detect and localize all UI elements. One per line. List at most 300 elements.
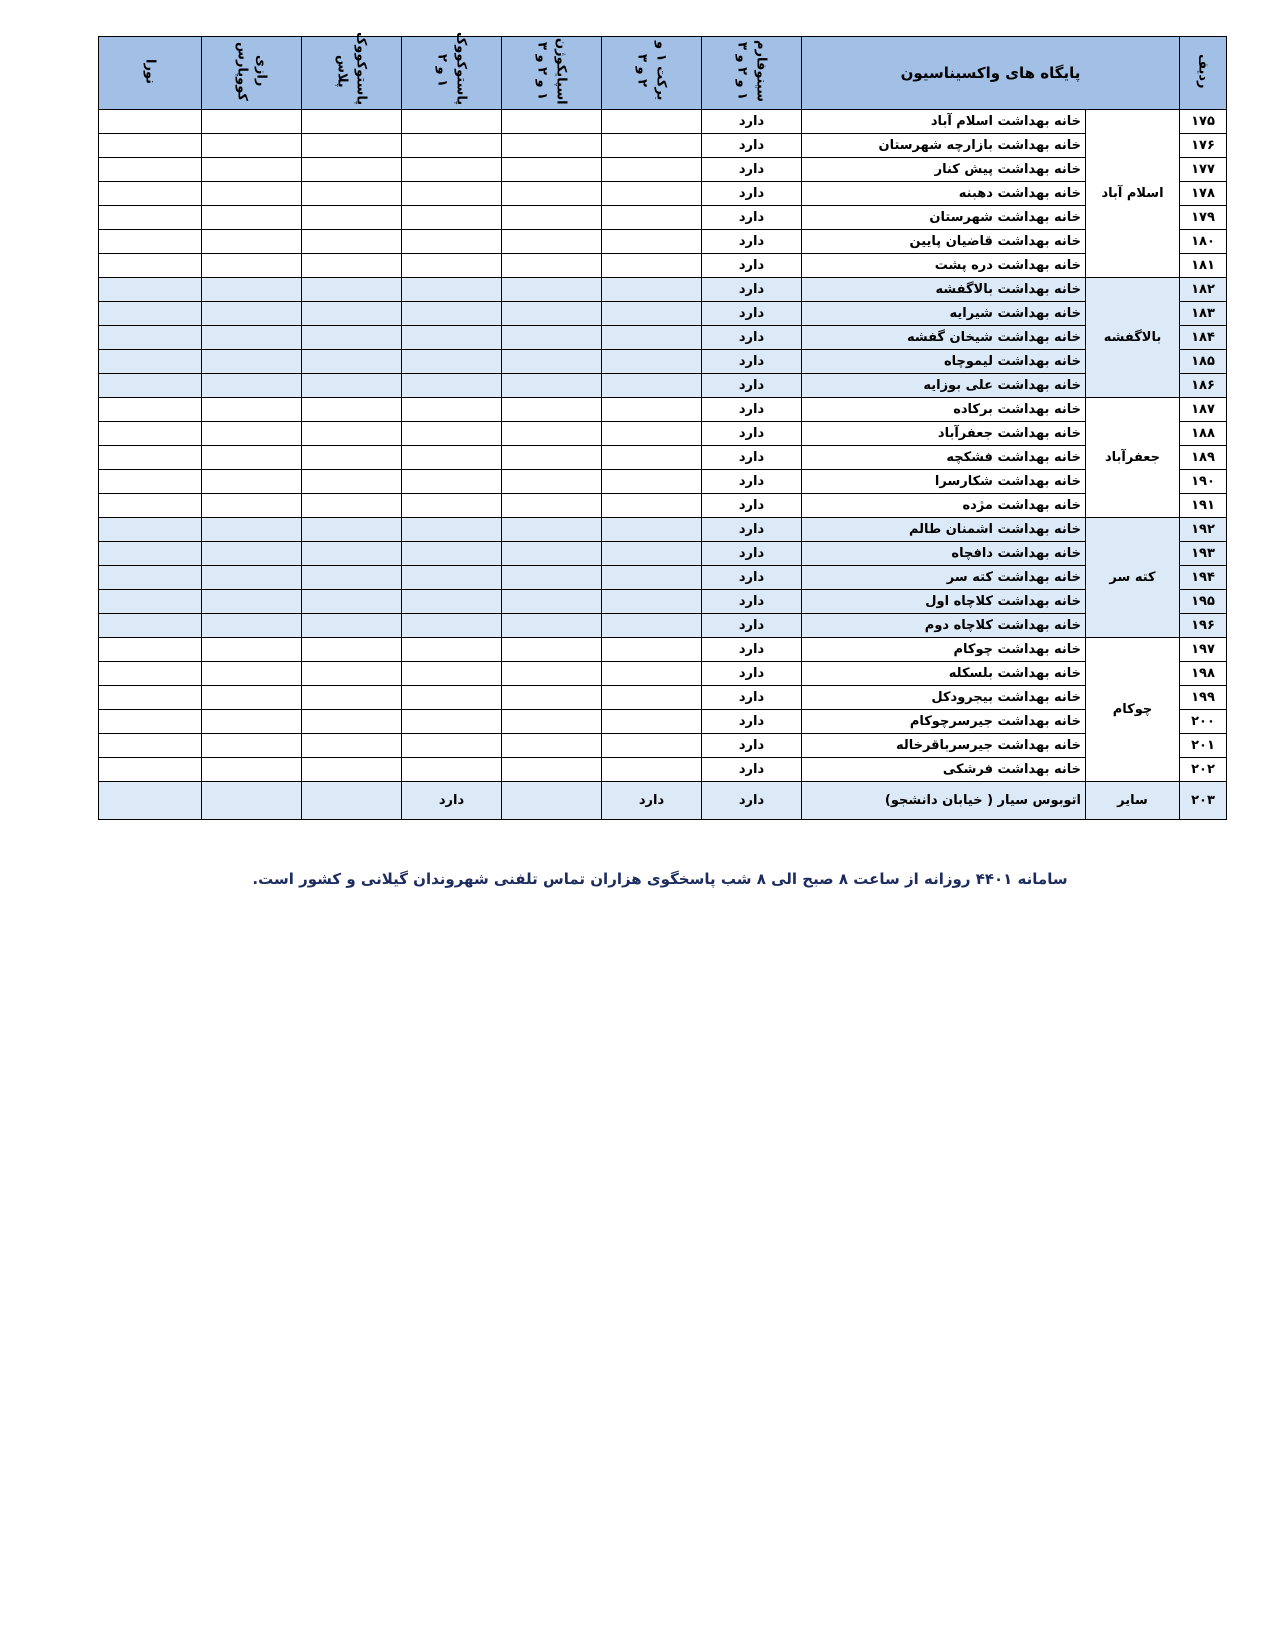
table-row	[99, 470, 1227, 494]
row-number-cell: ۱۹۹	[1180, 686, 1227, 710]
barekat-availability-cell	[602, 734, 702, 758]
razi-cov-pars-availability-cell	[202, 446, 302, 470]
pastocovac-availability-cell	[402, 350, 502, 374]
pastocovac-availability-cell	[402, 758, 502, 782]
noora-availability-cell	[99, 590, 202, 614]
sinopharm-availability-cell: دارد	[702, 590, 802, 614]
barekat-availability-cell	[602, 542, 702, 566]
barekat-availability-cell	[602, 518, 702, 542]
header-noora: نورا	[99, 37, 202, 110]
spikogen-availability-cell	[502, 686, 602, 710]
noora-availability-cell	[99, 446, 202, 470]
barekat-availability-cell	[602, 374, 702, 398]
spikogen-availability-cell	[502, 134, 602, 158]
pastocovac-plus-availability-cell	[302, 374, 402, 398]
table-row	[99, 206, 1227, 230]
sinopharm-availability-cell: دارد	[702, 422, 802, 446]
sinopharm-availability-cell: دارد	[702, 182, 802, 206]
razi-cov-pars-availability-cell	[202, 518, 302, 542]
header-pastocovac-plus: پاستوکووک پلاس	[302, 37, 402, 110]
barekat-availability-cell	[602, 470, 702, 494]
razi-cov-pars-availability-cell	[202, 278, 302, 302]
table-row	[99, 158, 1227, 182]
region-cell: اسلام آباد	[1086, 110, 1180, 278]
sinopharm-availability-cell: دارد	[702, 254, 802, 278]
barekat-availability-cell	[602, 662, 702, 686]
sinopharm-availability-cell: دارد	[702, 158, 802, 182]
site-name-cell: خانه بهداشت بیجرودکل	[802, 686, 1086, 710]
pastocovac-availability-cell	[402, 494, 502, 518]
spikogen-availability-cell	[502, 254, 602, 278]
row-number-cell: ۱۸۴	[1180, 326, 1227, 350]
vaccination-sites-table	[98, 31, 1227, 820]
pastocovac-availability-cell	[402, 686, 502, 710]
pastocovac-plus-availability-cell	[302, 710, 402, 734]
table-row	[99, 686, 1227, 710]
razi-cov-pars-availability-cell	[202, 182, 302, 206]
sinopharm-availability-cell: دارد	[702, 662, 802, 686]
row-number-cell: ۱۹۳	[1180, 542, 1227, 566]
header-vaccination-sites: پایگاه های واکسیناسیون	[802, 37, 1180, 110]
row-number-cell: ۱۷۹	[1180, 206, 1227, 230]
pastocovac-availability-cell	[402, 134, 502, 158]
barekat-availability-cell	[602, 446, 702, 470]
site-name-cell: خانه بهداشت دره پشت	[802, 254, 1086, 278]
barekat-availability-cell	[602, 398, 702, 422]
pastocovac-plus-availability-cell	[302, 782, 402, 820]
barekat-availability-cell	[602, 686, 702, 710]
sinopharm-availability-cell: دارد	[702, 374, 802, 398]
pastocovac-plus-availability-cell	[302, 182, 402, 206]
razi-cov-pars-availability-cell	[202, 326, 302, 350]
row-number-cell: ۱۸۲	[1180, 278, 1227, 302]
row-number-cell: ۱۹۰	[1180, 470, 1227, 494]
sinopharm-availability-cell: دارد	[702, 494, 802, 518]
razi-cov-pars-availability-cell	[202, 398, 302, 422]
site-name-cell: خانه بهداشت شکارسرا	[802, 470, 1086, 494]
header-barekat: برکت ۱ و ۲ و ۳	[602, 37, 702, 110]
spikogen-availability-cell	[502, 542, 602, 566]
pastocovac-availability-cell	[402, 734, 502, 758]
noora-availability-cell	[99, 278, 202, 302]
noora-availability-cell	[99, 758, 202, 782]
row-number-cell: ۱۹۶	[1180, 614, 1227, 638]
spikogen-availability-cell	[502, 206, 602, 230]
barekat-availability-cell	[602, 206, 702, 230]
razi-cov-pars-availability-cell	[202, 782, 302, 820]
pastocovac-plus-availability-cell	[302, 614, 402, 638]
noora-availability-cell	[99, 230, 202, 254]
sinopharm-availability-cell: دارد	[702, 710, 802, 734]
noora-availability-cell	[99, 518, 202, 542]
sinopharm-availability-cell: دارد	[702, 542, 802, 566]
barekat-availability-cell	[602, 614, 702, 638]
sinopharm-availability-cell: دارد	[702, 470, 802, 494]
razi-cov-pars-availability-cell	[202, 470, 302, 494]
table-row	[99, 446, 1227, 470]
row-number-cell: ۱۷۸	[1180, 182, 1227, 206]
table-header-row	[99, 37, 1227, 110]
table-row	[99, 350, 1227, 374]
sinopharm-availability-cell: دارد	[702, 614, 802, 638]
row-number-cell: ۱۸۱	[1180, 254, 1227, 278]
site-name-cell: خانه بهداشت کلاچاه دوم	[802, 614, 1086, 638]
site-name-cell: خانه بهداشت دهبنه	[802, 182, 1086, 206]
row-number-cell: ۱۸۶	[1180, 374, 1227, 398]
razi-cov-pars-availability-cell	[202, 686, 302, 710]
noora-availability-cell	[99, 326, 202, 350]
spikogen-availability-cell	[502, 590, 602, 614]
pastocovac-availability-cell	[402, 302, 502, 326]
barekat-availability-cell	[602, 422, 702, 446]
barekat-availability-cell	[602, 302, 702, 326]
spikogen-availability-cell	[502, 398, 602, 422]
pastocovac-availability-cell	[402, 638, 502, 662]
pastocovac-plus-availability-cell	[302, 542, 402, 566]
pastocovac-plus-availability-cell	[302, 110, 402, 134]
razi-cov-pars-availability-cell	[202, 638, 302, 662]
header-razi-cov-pars: رازی کووپارس	[202, 37, 302, 110]
spikogen-availability-cell	[502, 614, 602, 638]
sinopharm-availability-cell: دارد	[702, 230, 802, 254]
razi-cov-pars-availability-cell	[202, 350, 302, 374]
noora-availability-cell	[99, 542, 202, 566]
site-name-cell: خانه بهداشت بالاگفشه	[802, 278, 1086, 302]
sinopharm-availability-cell: دارد	[702, 638, 802, 662]
site-name-cell: خانه بهداشت قاضیان پایین	[802, 230, 1086, 254]
noora-availability-cell	[99, 206, 202, 230]
sinopharm-availability-cell: دارد	[702, 782, 802, 820]
site-name-cell: خانه بهداشت علی بوزایه	[802, 374, 1086, 398]
row-number-cell: ۱۷۷	[1180, 158, 1227, 182]
pastocovac-plus-availability-cell	[302, 302, 402, 326]
table-row	[99, 734, 1227, 758]
noora-availability-cell	[99, 110, 202, 134]
sinopharm-availability-cell: دارد	[702, 734, 802, 758]
noora-availability-cell	[99, 686, 202, 710]
site-name-cell: خانه بهداشت اسلام آباد	[802, 110, 1086, 134]
pastocovac-availability-cell	[402, 518, 502, 542]
header-pastocovac: پاستوکووک ۱ و ۲	[402, 37, 502, 110]
region-cell: چوکام	[1086, 638, 1180, 782]
row-number-cell: ۱۸۸	[1180, 422, 1227, 446]
site-name-cell: خانه بهداشت جیرسرباقرخاله	[802, 734, 1086, 758]
spikogen-availability-cell	[502, 110, 602, 134]
table-row	[99, 230, 1227, 254]
sinopharm-availability-cell: دارد	[702, 758, 802, 782]
razi-cov-pars-availability-cell	[202, 254, 302, 278]
row-number-cell: ۱۷۵	[1180, 110, 1227, 134]
noora-availability-cell	[99, 182, 202, 206]
region-cell: بالاگفشه	[1086, 278, 1180, 398]
sinopharm-availability-cell: دارد	[702, 110, 802, 134]
table-body	[99, 110, 1227, 820]
barekat-availability-cell	[602, 638, 702, 662]
noora-availability-cell	[99, 782, 202, 820]
table-row	[99, 278, 1227, 302]
noora-availability-cell	[99, 302, 202, 326]
table-row	[99, 662, 1227, 686]
noora-availability-cell	[99, 470, 202, 494]
pastocovac-availability-cell: دارد	[402, 782, 502, 820]
pastocovac-plus-availability-cell	[302, 590, 402, 614]
pastocovac-plus-availability-cell	[302, 734, 402, 758]
pastocovac-plus-availability-cell	[302, 758, 402, 782]
site-name-cell: خانه بهداشت جیرسرچوکام	[802, 710, 1086, 734]
site-name-cell: خانه بهداشت اشمنان طالم	[802, 518, 1086, 542]
pastocovac-plus-availability-cell	[302, 518, 402, 542]
table-row	[99, 782, 1227, 820]
noora-availability-cell	[99, 134, 202, 158]
row-number-cell: ۲۰۳	[1180, 782, 1227, 820]
pastocovac-availability-cell	[402, 398, 502, 422]
row-number-cell: ۱۹۵	[1180, 590, 1227, 614]
razi-cov-pars-availability-cell	[202, 158, 302, 182]
razi-cov-pars-availability-cell	[202, 494, 302, 518]
spikogen-availability-cell	[502, 278, 602, 302]
barekat-availability-cell	[602, 110, 702, 134]
row-number-cell: ۱۹۲	[1180, 518, 1227, 542]
spikogen-availability-cell	[502, 494, 602, 518]
sinopharm-availability-cell: دارد	[702, 518, 802, 542]
pastocovac-availability-cell	[402, 662, 502, 686]
table-row	[99, 758, 1227, 782]
barekat-availability-cell	[602, 230, 702, 254]
site-name-cell: خانه بهداشت لیموچاه	[802, 350, 1086, 374]
pastocovac-availability-cell	[402, 278, 502, 302]
noora-availability-cell	[99, 494, 202, 518]
spikogen-availability-cell	[502, 374, 602, 398]
site-name-cell: خانه بهداشت شهرستان	[802, 206, 1086, 230]
noora-availability-cell	[99, 398, 202, 422]
pastocovac-availability-cell	[402, 326, 502, 350]
pastocovac-plus-availability-cell	[302, 230, 402, 254]
table-row	[99, 398, 1227, 422]
razi-cov-pars-availability-cell	[202, 110, 302, 134]
barekat-availability-cell	[602, 494, 702, 518]
pastocovac-plus-availability-cell	[302, 686, 402, 710]
table-row	[99, 566, 1227, 590]
pastocovac-availability-cell	[402, 158, 502, 182]
noora-availability-cell	[99, 734, 202, 758]
header-spikogen: اسپایکوژن ۱ و ۲ و ۳	[502, 37, 602, 110]
pastocovac-plus-availability-cell	[302, 566, 402, 590]
spikogen-availability-cell	[502, 158, 602, 182]
pastocovac-availability-cell	[402, 470, 502, 494]
region-cell: سایر	[1086, 782, 1180, 820]
razi-cov-pars-availability-cell	[202, 566, 302, 590]
razi-cov-pars-availability-cell	[202, 614, 302, 638]
pastocovac-availability-cell	[402, 446, 502, 470]
barekat-availability-cell	[602, 590, 702, 614]
site-name-cell: خانه بهداشت مژده	[802, 494, 1086, 518]
site-name-cell: اتوبوس سیار ( خیابان دانشجو)	[802, 782, 1086, 820]
pastocovac-availability-cell	[402, 254, 502, 278]
row-number-cell: ۲۰۲	[1180, 758, 1227, 782]
table-row	[99, 110, 1227, 134]
spikogen-availability-cell	[502, 350, 602, 374]
pastocovac-plus-availability-cell	[302, 278, 402, 302]
site-name-cell: خانه بهداشت کلاچاه اول	[802, 590, 1086, 614]
spikogen-availability-cell	[502, 734, 602, 758]
barekat-availability-cell	[602, 350, 702, 374]
table-row	[99, 494, 1227, 518]
spikogen-availability-cell	[502, 638, 602, 662]
sinopharm-availability-cell: دارد	[702, 446, 802, 470]
row-number-cell: ۱۷۶	[1180, 134, 1227, 158]
site-name-cell: خانه بهداشت فشکچه	[802, 446, 1086, 470]
sinopharm-availability-cell: دارد	[702, 134, 802, 158]
site-name-cell: خانه بهداشت فرشکی	[802, 758, 1086, 782]
pastocovac-plus-availability-cell	[302, 398, 402, 422]
row-number-cell: ۱۸۵	[1180, 350, 1227, 374]
site-name-cell: خانه بهداشت شیرایه	[802, 302, 1086, 326]
pastocovac-availability-cell	[402, 566, 502, 590]
table-row	[99, 326, 1227, 350]
razi-cov-pars-availability-cell	[202, 590, 302, 614]
pastocovac-availability-cell	[402, 110, 502, 134]
spikogen-availability-cell	[502, 782, 602, 820]
noora-availability-cell	[99, 710, 202, 734]
spikogen-availability-cell	[502, 758, 602, 782]
region-cell: کته سر	[1086, 518, 1180, 638]
pastocovac-availability-cell	[402, 206, 502, 230]
row-number-cell: ۱۹۴	[1180, 566, 1227, 590]
noora-availability-cell	[99, 638, 202, 662]
site-name-cell: خانه بهداشت دافچاه	[802, 542, 1086, 566]
pastocovac-plus-availability-cell	[302, 494, 402, 518]
spikogen-availability-cell	[502, 230, 602, 254]
row-number-cell: ۱۹۱	[1180, 494, 1227, 518]
row-number-cell: ۲۰۰	[1180, 710, 1227, 734]
noora-availability-cell	[99, 566, 202, 590]
pastocovac-availability-cell	[402, 230, 502, 254]
table-row	[99, 542, 1227, 566]
barekat-availability-cell: دارد	[602, 782, 702, 820]
noora-availability-cell	[99, 350, 202, 374]
noora-availability-cell	[99, 254, 202, 278]
razi-cov-pars-availability-cell	[202, 734, 302, 758]
row-number-cell: ۱۸۷	[1180, 398, 1227, 422]
header-row-number: ردیف	[1180, 37, 1227, 110]
spikogen-availability-cell	[502, 422, 602, 446]
razi-cov-pars-availability-cell	[202, 134, 302, 158]
site-name-cell: خانه بهداشت شیخان گفشه	[802, 326, 1086, 350]
site-name-cell: خانه بهداشت چوکام	[802, 638, 1086, 662]
table-row	[99, 302, 1227, 326]
razi-cov-pars-availability-cell	[202, 662, 302, 686]
sinopharm-availability-cell: دارد	[702, 206, 802, 230]
row-number-cell: ۱۸۹	[1180, 446, 1227, 470]
sinopharm-availability-cell: دارد	[702, 350, 802, 374]
sinopharm-availability-cell: دارد	[702, 302, 802, 326]
site-name-cell: خانه بهداشت بازارچه شهرستان	[802, 134, 1086, 158]
barekat-availability-cell	[602, 278, 702, 302]
razi-cov-pars-availability-cell	[202, 710, 302, 734]
pastocovac-availability-cell	[402, 614, 502, 638]
pastocovac-plus-availability-cell	[302, 662, 402, 686]
row-number-cell: ۲۰۱	[1180, 734, 1227, 758]
razi-cov-pars-availability-cell	[202, 230, 302, 254]
spikogen-availability-cell	[502, 446, 602, 470]
table-row	[99, 254, 1227, 278]
sinopharm-availability-cell: دارد	[702, 326, 802, 350]
razi-cov-pars-availability-cell	[202, 758, 302, 782]
barekat-availability-cell	[602, 710, 702, 734]
sinopharm-availability-cell: دارد	[702, 278, 802, 302]
row-number-cell: ۱۸۰	[1180, 230, 1227, 254]
site-name-cell: خانه بهداشت پیش کنار	[802, 158, 1086, 182]
razi-cov-pars-availability-cell	[202, 302, 302, 326]
barekat-availability-cell	[602, 254, 702, 278]
pastocovac-availability-cell	[402, 590, 502, 614]
pastocovac-plus-availability-cell	[302, 254, 402, 278]
spikogen-availability-cell	[502, 182, 602, 206]
razi-cov-pars-availability-cell	[202, 374, 302, 398]
barekat-availability-cell	[602, 182, 702, 206]
footer-note: سامانه ۴۴۰۱ روزانه از ساعت ۸ صبح الی ۸ شب پاسخگوی هزاران تماس تلفنی شهروندان گیلانی و کشور است.	[252, 870, 1068, 888]
sinopharm-availability-cell: دارد	[702, 398, 802, 422]
table-row	[99, 614, 1227, 638]
barekat-availability-cell	[602, 326, 702, 350]
row-number-cell: ۱۹۷	[1180, 638, 1227, 662]
sinopharm-availability-cell: دارد	[702, 686, 802, 710]
spikogen-availability-cell	[502, 518, 602, 542]
pastocovac-availability-cell	[402, 374, 502, 398]
pastocovac-plus-availability-cell	[302, 158, 402, 182]
site-name-cell: خانه بهداشت بلسکله	[802, 662, 1086, 686]
razi-cov-pars-availability-cell	[202, 206, 302, 230]
pastocovac-plus-availability-cell	[302, 206, 402, 230]
barekat-availability-cell	[602, 158, 702, 182]
spikogen-availability-cell	[502, 662, 602, 686]
table-row	[99, 422, 1227, 446]
table-row	[99, 182, 1227, 206]
pastocovac-plus-availability-cell	[302, 446, 402, 470]
barekat-availability-cell	[602, 758, 702, 782]
spikogen-availability-cell	[502, 710, 602, 734]
site-name-cell: خانه بهداشت کته سر	[802, 566, 1086, 590]
noora-availability-cell	[99, 158, 202, 182]
spikogen-availability-cell	[502, 302, 602, 326]
site-name-cell: خانه بهداشت جعفرآباد	[802, 422, 1086, 446]
barekat-availability-cell	[602, 134, 702, 158]
site-name-cell: خانه بهداشت برکاده	[802, 398, 1086, 422]
pastocovac-availability-cell	[402, 542, 502, 566]
table-row	[99, 134, 1227, 158]
noora-availability-cell	[99, 422, 202, 446]
noora-availability-cell	[99, 662, 202, 686]
razi-cov-pars-availability-cell	[202, 542, 302, 566]
pastocovac-availability-cell	[402, 422, 502, 446]
razi-cov-pars-availability-cell	[202, 422, 302, 446]
row-number-cell: ۱۹۸	[1180, 662, 1227, 686]
pastocovac-plus-availability-cell	[302, 422, 402, 446]
pastocovac-plus-availability-cell	[302, 326, 402, 350]
pastocovac-plus-availability-cell	[302, 638, 402, 662]
spikogen-availability-cell	[502, 326, 602, 350]
pastocovac-availability-cell	[402, 182, 502, 206]
region-cell: جعفرآباد	[1086, 398, 1180, 518]
table-row	[99, 638, 1227, 662]
table-row	[99, 710, 1227, 734]
table-row	[99, 590, 1227, 614]
pastocovac-plus-availability-cell	[302, 350, 402, 374]
table-row	[99, 374, 1227, 398]
pastocovac-availability-cell	[402, 710, 502, 734]
noora-availability-cell	[99, 614, 202, 638]
pastocovac-plus-availability-cell	[302, 470, 402, 494]
